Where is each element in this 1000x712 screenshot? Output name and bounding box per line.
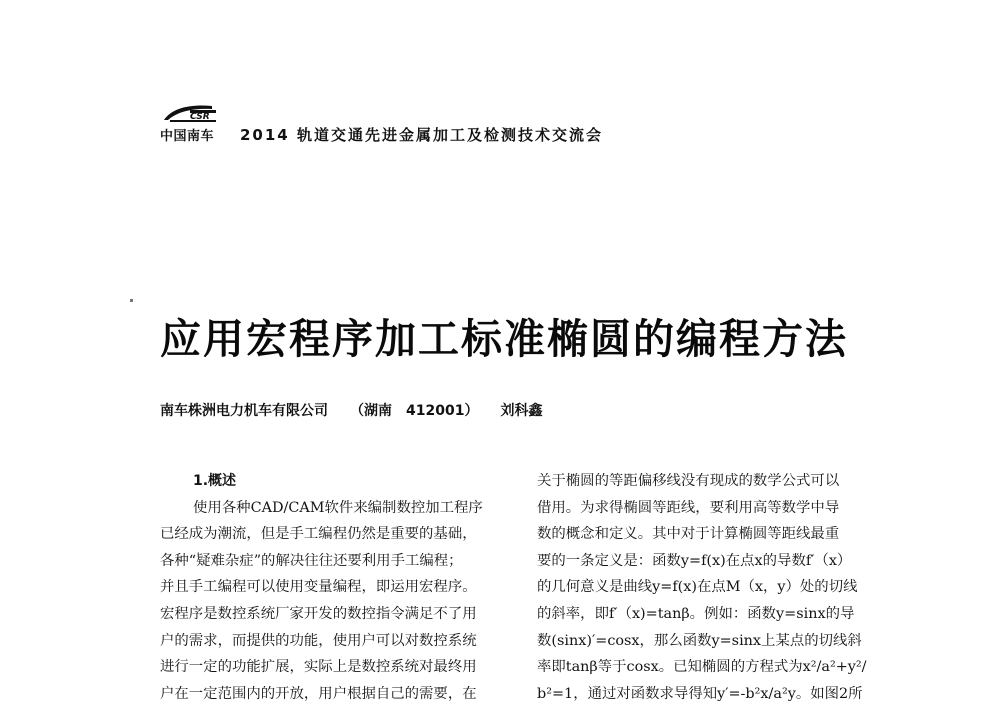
conference-title: 2014 轨道交通先进金属加工及检测技术交流会 — [240, 126, 603, 144]
paragraph-line: 已经成为潮流，但是手工编程仍然是重要的基础， — [160, 526, 477, 543]
paragraph-line: 的几何意义是曲线y=f(x)在点M（x，y）处的切线 — [537, 579, 858, 596]
paragraph-line: 数的概念和定义。其中对于计算椭圆等距线最重 — [537, 526, 840, 543]
right-column — [537, 468, 887, 707]
paragraph-line: 各种“疑难杂症”的解决往往还要利用手工编程； — [160, 552, 463, 569]
section-heading: 1.概述 — [193, 473, 237, 489]
paragraph-line: 宏程序是数控系统厂家开发的数控指令满足不了用 — [160, 605, 477, 622]
paragraph-line: 数(sinx)′=cosx，那么函数y=sinx上某点的切线斜 — [537, 632, 862, 649]
paragraph-line: 要的一条定义是：函数y=f(x)在点x的导数f′（x） — [537, 552, 852, 569]
page-header — [160, 102, 630, 142]
article-title: 应用宏程序加工标准椭圆的编程方法 — [160, 315, 848, 363]
company-name: 中国南车 — [160, 129, 215, 144]
paragraph-line: 率即tanβ等于cosx。已知椭圆的方程式为x²/a²+y²/ — [537, 659, 867, 676]
logo-mark-text: CSR — [190, 112, 210, 122]
paragraph-line: b²=1，通过对函数求导得知y′=-b²x/a²y。如图2所 — [537, 685, 863, 702]
paragraph-line: 进行一定的功能扩展，实际上是数控系统对最终用 — [160, 659, 477, 676]
scan-speck — [130, 299, 133, 302]
paragraph-line: 户的需求，而提供的功能，使用户可以对数控系统 — [160, 632, 477, 649]
csr-logo — [160, 102, 224, 142]
paragraph-line: 借用。为求得椭圆等距线，要利用高等数学中导 — [537, 499, 840, 516]
author: 刘科鑫 — [500, 403, 543, 419]
left-column — [160, 468, 510, 707]
location: （湖南 412001） — [350, 403, 479, 419]
affiliation: 南车株洲电力机车有限公司 — [160, 403, 328, 419]
paragraph-line: 户在一定范围内的开放，用户根据自己的需要，在 — [160, 685, 477, 702]
paragraph-line: 关于椭圆的等距偏移线没有现成的数学公式可以 — [537, 473, 840, 489]
paragraph-line: 使用各种CAD/CAM软件来编制数控加工程序 — [193, 499, 483, 516]
paragraph-line: 并且手工编程可以使用变量编程，即运用宏程序。 — [160, 579, 477, 596]
paragraph-line: 的斜率，即f′（x)=tanβ。例如：函数y=sinx的导 — [537, 605, 855, 622]
byline — [160, 400, 680, 420]
